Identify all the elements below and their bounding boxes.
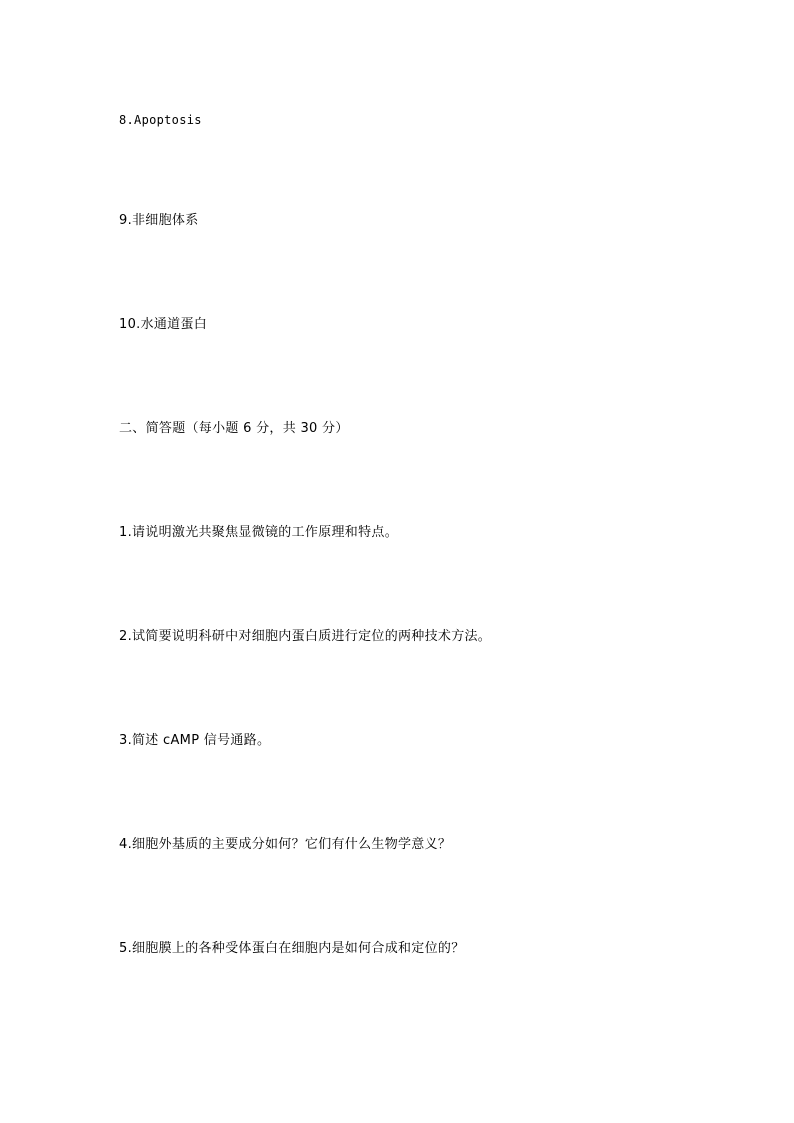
question-item-3: 3.简述 cAMP 信号通路。 xyxy=(119,733,271,748)
question-item-4: 4.细胞外基质的主要成分如何？它们有什么生物学意义？ xyxy=(119,837,452,852)
section-heading-short-answer: 二、简答题（每小题 6 分，共 30 分） xyxy=(119,421,349,436)
question-item-5: 5.细胞膜上的各种受体蛋白在细胞内是如何合成和定位的？ xyxy=(119,941,465,956)
term-item-cell-free-system: 9.非细胞体系 xyxy=(119,213,199,228)
term-item-apoptosis: 8.Apoptosis xyxy=(119,113,202,127)
question-item-1: 1.请说明激光共聚焦显微镜的工作原理和特点。 xyxy=(119,525,399,540)
question-item-2: 2.试简要说明科研中对细胞内蛋白质进行定位的两种技术方法。 xyxy=(119,629,492,644)
term-item-aquaporin: 10.水通道蛋白 xyxy=(119,317,208,332)
